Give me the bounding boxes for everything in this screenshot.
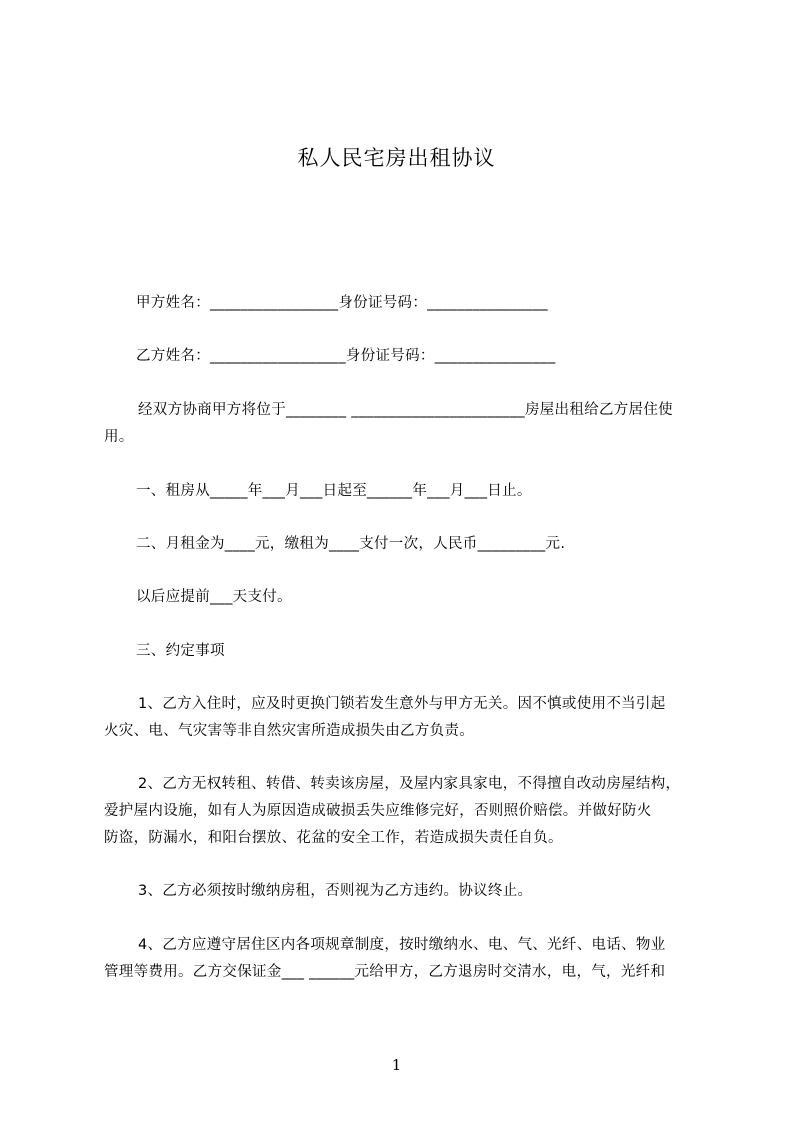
item-1-line-1: 1、乙方入住时，应及时更换门锁若发生意外与甲方无关。因不慎或使用不当引起: [138, 696, 666, 712]
page-number: 1: [391, 1056, 402, 1074]
item-4-line-2: 管理等费用。乙方交保证金___ ______元给甲方，乙方退房时交清水，电，气，光纤和: [104, 964, 666, 980]
item-4-line-1: 4、乙方应遵守居住区内各项规章制度，按时缴纳水、电、气、光纤、电话、物业: [138, 937, 666, 953]
clause-2-rent: 二、月租金为____元，缴租为____支付一次，人民币_________元.: [136, 536, 566, 552]
item-2-line-1: 2、乙方无权转租、转借、转卖该房屋，及屋内家具家电，不得擅自改动房屋结构，: [138, 776, 681, 792]
item-3-line: 3、乙方必须按时缴纳房租，否则视为乙方违约。协议终止。: [138, 883, 533, 899]
clause-1-term: 一、租房从_____年___月___日起至______年___月___日止。: [136, 483, 532, 499]
party-a-line: 甲方姓名：_________________身份证号码：________________: [136, 295, 548, 311]
item-2-line-2: 爱护屋内设施，如有人为原因造成破损丢失应维修完好，否则照价赔偿。并做好防火: [104, 803, 652, 819]
document-title: 私人民宅房出租协议: [297, 146, 496, 170]
party-b-line: 乙方姓名：__________________身份证号码：________________: [136, 348, 556, 364]
property-location-line: 经双方协商甲方将位于________ _______________________房屋出租给乙方居住使: [138, 402, 673, 418]
property-location-line-end: 用。: [104, 429, 134, 445]
clause-2-payment-advance: 以后应提前___天支付。: [136, 589, 292, 605]
item-2-line-3: 防盗，防漏水，和阳台摆放、花盆的安全工作，若造成损失责任自负。: [104, 830, 563, 846]
clause-3-heading: 三、约定事项: [136, 643, 225, 659]
item-1-line-2: 火灾、电、气灾害等非自然灾害所造成损失由乙方负责。: [104, 723, 474, 739]
